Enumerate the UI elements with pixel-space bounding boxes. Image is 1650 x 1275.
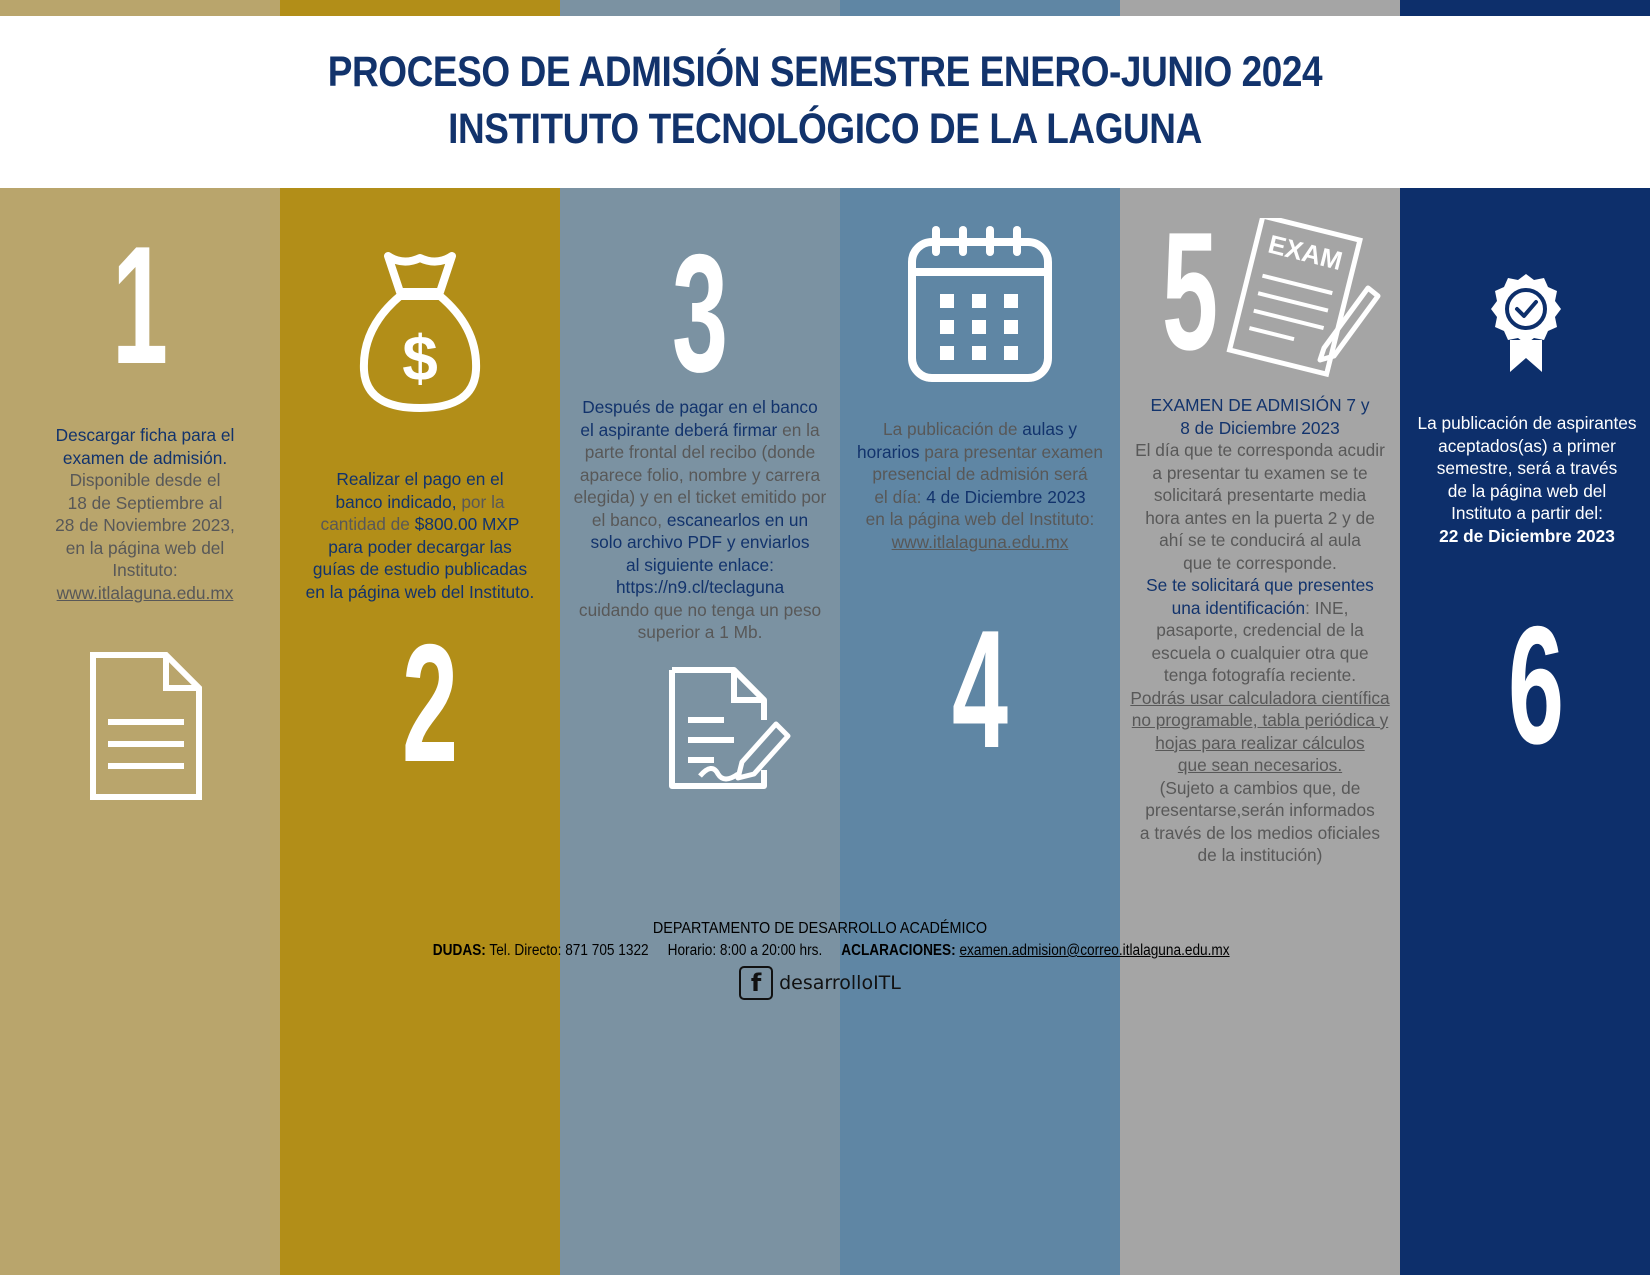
page-title — [116, 44, 1535, 158]
footer-contact — [380, 920, 1260, 1000]
step-1-link[interactable]: www.itlalaguna.edu.mx — [56, 582, 234, 603]
title-line-1: PROCESO DE ADMISIÓN SEMESTRE ENERO-JUNIO 2024 — [327, 48, 1323, 96]
step-5-text: EXAMEN DE ADMISIÓN 7 y 8 de Diciembre 2023 El día que te corresponda acudir a presentar tu examen se te solicitará presentarte media hora antes en la puerta 2 y de ahí se te conducirá al aula que te corresponde. Se te solicitará que presentes una identificación: INE, pasaporte, credencial de la escuela o cualquier otra que tenga fotografía reciente. Podrás usar calculadora científica no programable, tabla periódica y hojas para realizar cálculos que sean necesarios. (Sujeto a cambios que, de presentarse,serán informados a través de los medios oficiales de la institución) — [1130, 395, 1390, 865]
exam-icon — [1214, 218, 1384, 378]
step-3-text: Después de pagar en el banco el aspirante deberá firmar en la parte frontal del recibo (donde aparece folio, nombre y carrera elegida) y en el ticket emitido por el banco, escanearlos en un solo archivo PDF y enviarlos al siguiente enlace: https://n9.cl/teclaguna cuidando que no tenga un peso superior a 1 Mb. — [562, 396, 838, 644]
step-3-link[interactable]: https://n9.cl/teclaguna — [615, 577, 785, 597]
step-4-link[interactable]: www.itlalaguna.edu.mx — [891, 531, 1069, 552]
column-step-1 — [0, 0, 280, 1275]
step-3-number: 3 — [671, 219, 729, 407]
step-6-number: 6 — [1507, 591, 1565, 779]
phone-number: Tel. Directo: 871 705 1322 — [485, 942, 649, 959]
step-4-number: 4 — [951, 595, 1009, 783]
step-6-text: La publicación de aspirantes aceptados(as) a primer semestre, será a través de la página web del Instituto a partir del: 22 de Diciembre 2023 — [1417, 413, 1637, 546]
step-1-number: 1 — [111, 211, 169, 399]
step-2-number: 2 — [401, 609, 459, 797]
signed-document-icon — [664, 662, 794, 794]
step-1-text: Descargar ficha para el examen de admisión. Disponible desde el 18 de Septiembre al 28 de Noviembre 2023, en la página web del Instituto: www.itlalaguna.edu.mx — [10, 424, 280, 604]
header-banner — [0, 16, 1650, 188]
step-2-text: Realizar el pago en el banco indicado, por la cantidad de $800.00 MXP para poder decargar las guías de estudio publicadas en la página web del Instituto. — [305, 469, 535, 602]
facebook-link[interactable] — [739, 966, 901, 1000]
money-bag-icon — [358, 248, 482, 414]
step-5-number: 5 — [1161, 197, 1219, 385]
office-hours: Horario: 8:00 a 20:00 hrs. — [667, 942, 823, 959]
step-4-text: La publicación de aulas y horarios para presentar examen presencial de admisión será el día: 4 de Diciembre 2023 en la página web del Instituto: www.itlalaguna.edu.mx — [842, 418, 1118, 553]
svg-text:EXAM: EXAM — [1265, 228, 1346, 277]
title-line-2: INSTITUTO TECNOLÓGICO DE LA LAGUNA — [448, 105, 1202, 153]
facebook-handle: desarrolloITL — [779, 972, 901, 994]
contact-line: DUDAS: Tel. Directo: 871 705 1322 Horario: 8:00 a 20:00 hrs. ACLARACIONES: examen.admision@correo.itlalaguna.edu.mx — [432, 942, 1230, 959]
award-badge-icon — [1490, 272, 1562, 374]
email-link[interactable]: examen.admision@correo.itlalaguna.edu.mx — [959, 942, 1230, 959]
facebook-icon: f — [739, 966, 773, 1000]
department-name: DEPARTAMENTO DE DESARROLLO ACADÉMICO — [652, 920, 988, 937]
svg-text:$: $ — [402, 322, 438, 394]
calendar-icon — [906, 226, 1054, 384]
document-icon — [88, 650, 204, 802]
